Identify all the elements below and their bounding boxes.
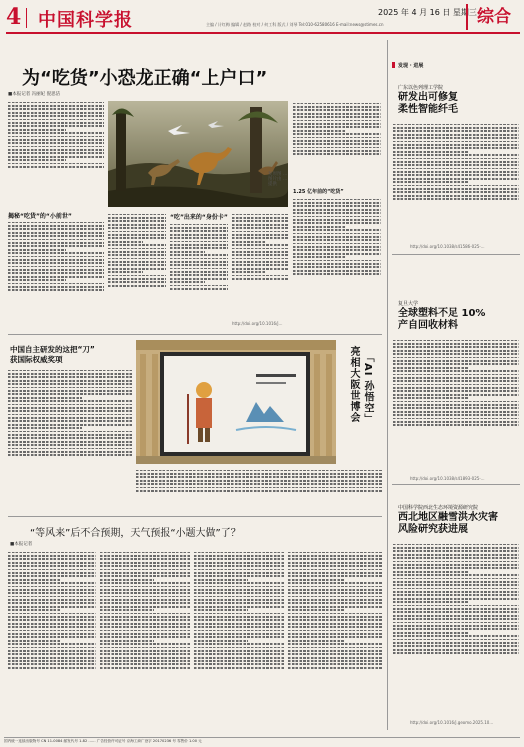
bottom-body-col-3 (194, 550, 284, 732)
divider (8, 334, 382, 335)
sidebar-tag-marker (392, 62, 395, 68)
divider-2 (8, 516, 382, 517)
illustration-caption: 复原图 …图片由 … 提供 (268, 172, 288, 187)
main-body-col-5 (293, 101, 381, 187)
sidebar-rule (387, 40, 388, 730)
main-body-col-1b (8, 220, 104, 330)
page-number: 4 (6, 4, 22, 30)
main-byline: ■本报记者 冯丽妃 倪思洁 (8, 92, 61, 97)
sidebar-divider-2 (392, 484, 520, 485)
sidebar-tag: 发现 · 进展 (398, 63, 424, 69)
sidebar-item-2-kicker: 复旦大学 (398, 301, 419, 307)
sidebar-item-3-kicker: 中国科学院西北生态环境资源研究院 (398, 505, 479, 511)
main-doi: http://doi.org/10.1016/j… (232, 321, 283, 326)
sidebar-item-3-body (393, 542, 519, 718)
main-headline: 为“吃货”小恐龙正确“上户口” (22, 68, 268, 89)
main-subhead-3: 1.25 亿年前的“吃货” (293, 189, 344, 195)
expo-vertical-title-2: 「AI 孙悟空」 (362, 352, 373, 425)
mid-headline-line-2: 获国际权威奖项 (10, 355, 63, 364)
bottom-headline: “等风来”后不合预期，天气预报“小题大做”了？ (30, 528, 241, 539)
sidebar-item-2-body (393, 338, 519, 474)
sidebar-item-1-body (393, 122, 519, 244)
mid-body (8, 368, 132, 508)
sidebar-divider-1 (392, 254, 520, 255)
bottom-body-col-1 (8, 550, 96, 732)
expo-caption (136, 468, 382, 508)
main-subhead-1: 揭秘“吃货”的“小前世” (8, 213, 72, 220)
dinosaur-illustration (108, 101, 288, 207)
sidebar-item-1-title-line-2: 柔性智能纤毛 (398, 104, 458, 115)
masthead-logo: 中国科学报 (38, 10, 133, 31)
main-body-col-4 (232, 212, 288, 318)
bottom-body-col-4 (288, 550, 382, 732)
sidebar-item-3-doi: http://doi.org/10.1016/j.geomo.2025.10... (410, 720, 494, 725)
sidebar-item-2-title-line-1: 全球塑料不足 10% (398, 308, 486, 319)
bottom-body-col-2 (100, 550, 190, 732)
sidebar-item-1-title-line-1: 研发出可修复 (398, 92, 458, 103)
section-label: 综合 (466, 4, 520, 30)
sidebar-item-1-kicker: 广东以色列理工学院 (398, 85, 444, 91)
editor-contact: 主编 / 计红梅 编辑 / 赵路 校对 / 何工科 版式 / 刘琴 Tel:010-62580616 E-mail:news@stimes.cn (206, 22, 384, 27)
expo-photo (136, 340, 336, 464)
page-footer: 国内统一连续出版物号 CN 11-0084 邮发代号 1-82 …… 广告经营许可证号 京海工商广登字 20170236 号 零售价 1.00 元 (4, 737, 520, 744)
issue-date: 2025 年 4 月 16 日 星期三 (378, 8, 477, 17)
sidebar-item-3-title-line-1: 西北地区融雪洪水灾害 (398, 512, 498, 523)
sidebar-item-2-doi: http://doi.org/10.1038/s41893-025-... (410, 476, 485, 481)
main-body-col-1 (8, 100, 104, 208)
sidebar-item-1-doi: http://doi.org/10.1038/s41586-025-... (410, 244, 485, 249)
main-body-col-3 (170, 222, 228, 328)
page-header (6, 4, 520, 34)
expo-vertical-title: 亮相大阪世博会 (348, 346, 359, 423)
main-subhead-2: “吃”出来的“身份卡” (170, 214, 228, 221)
mid-headline-line-1: 中国自主研发的这把“刀” (10, 345, 95, 354)
bottom-byline: ■本报记者 (10, 542, 33, 547)
main-body-col-6 (293, 197, 381, 321)
sidebar-item-2-title-line-2: 产自回收材料 (398, 320, 458, 331)
sidebar-item-3-title-line-2: 风险研究获进展 (398, 524, 468, 535)
main-body-col-2 (108, 212, 166, 328)
